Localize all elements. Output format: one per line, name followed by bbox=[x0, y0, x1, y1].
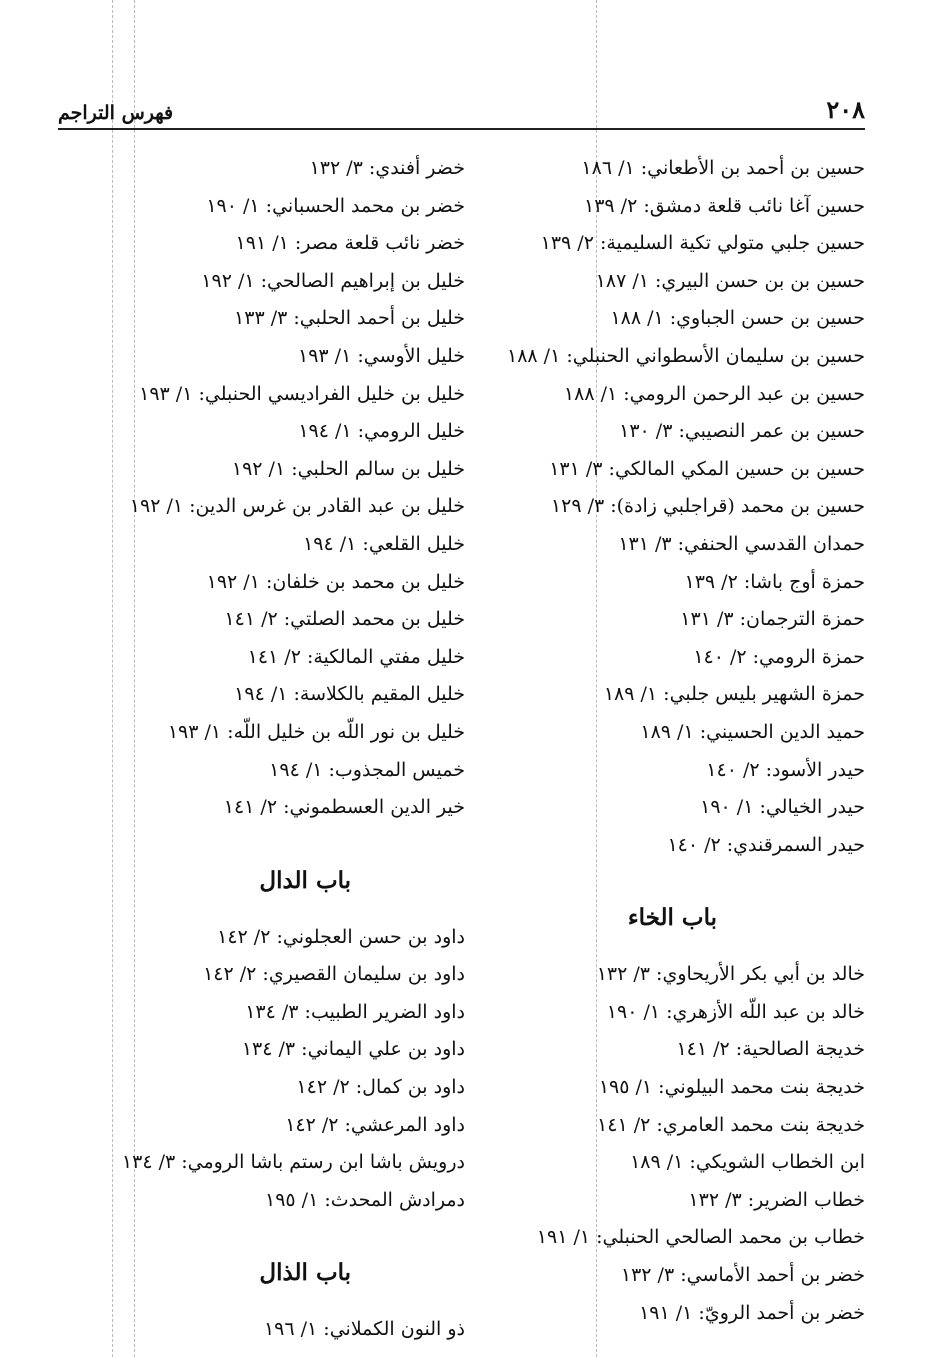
index-entry: خضر بن أحمد الأماسي: ٣/ ١٣٢ bbox=[620, 1264, 865, 1287]
running-title: فهرس التراجم bbox=[58, 102, 174, 124]
index-entry: حسين بن حسن الجباوي: ١/ ١٨٨ bbox=[610, 307, 865, 330]
index-entry: خميس المجذوب: ١/ ١٩٤ bbox=[269, 758, 465, 781]
index-entry: حسين بن حسين المكي المالكي: ٣/ ١٣١ bbox=[549, 457, 865, 480]
index-entry: داود بن سليمان القصيري: ٢/ ١٤٢ bbox=[203, 963, 465, 986]
index-entry: حمدان القدسي الحنفي: ٣/ ١٣١ bbox=[618, 532, 865, 555]
index-entry: خليل القلعي: ١/ ١٩٤ bbox=[303, 532, 465, 555]
index-entry: حيدر الأسود: ٢/ ١٤٠ bbox=[706, 758, 865, 781]
index-entry: حسين بن سليمان الأسطواني الحنبلي: ١/ ١٨٨ bbox=[507, 344, 865, 367]
index-entry: خطاب بن محمد الصالحي الحنبلي: ١/ ١٩١ bbox=[536, 1226, 865, 1249]
page-header bbox=[58, 88, 865, 130]
index-entry: حسين جلبي متولي تكية السليمية: ٢/ ١٣٩ bbox=[540, 232, 865, 255]
index-entry: حمزة أوج باشا: ٢/ ١٣٩ bbox=[684, 570, 865, 593]
index-entry: حسين آغا نائب قلعة دمشق: ٢/ ١٣٩ bbox=[584, 194, 865, 217]
index-entry: حسين بن محمد (قراجلبي زادة): ٣/ ١٢٩ bbox=[550, 495, 865, 518]
index-entry: خالد بن عبد اللّه الأزهري: ١/ ١٩٠ bbox=[606, 1000, 865, 1023]
page-number: ٢٠٨ bbox=[826, 95, 865, 124]
index-entry: حيدر السمرقندي: ٢/ ١٤٠ bbox=[667, 833, 865, 856]
index-entry: داود الضرير الطبيب: ٣/ ١٣٤ bbox=[245, 1000, 465, 1023]
index-entry: داود المرعشي: ٢/ ١٤٢ bbox=[285, 1113, 465, 1136]
index-entry: خطاب الضرير: ٣/ ١٣٢ bbox=[688, 1188, 865, 1211]
index-entry: خديجة بنت محمد العامري: ٢/ ١٤١ bbox=[597, 1113, 865, 1136]
index-entry: حمزة الترجمان: ٣/ ١٣١ bbox=[680, 608, 865, 631]
index-entry: خضر أفندي: ٣/ ١٣٢ bbox=[309, 157, 465, 179]
index-entry: داود بن علي اليماني: ٣/ ١٣٤ bbox=[241, 1038, 465, 1061]
index-entry: دمرادش المحدث: ١/ ١٩٥ bbox=[264, 1188, 465, 1211]
index-entry: حسين بن عبد الرحمن الرومي: ١/ ١٨٨ bbox=[563, 382, 865, 405]
index-entry: خديجة الصالحية: ٢/ ١٤١ bbox=[676, 1038, 865, 1061]
index-entry: درويش باشا ابن رستم باشا الرومي: ٣/ ١٣٤ bbox=[121, 1151, 465, 1174]
index-entry: حسين بن بن حسن البيري: ١/ ١٨٧ bbox=[595, 269, 865, 292]
index-entry: خليل بن إبراهيم الصالحي: ١/ ١٩٢ bbox=[201, 269, 465, 292]
index-entry: خليل بن محمد بن خلفان: ١/ ١٩٢ bbox=[206, 570, 465, 593]
index-entry: ابن الخطاب الشويكي: ١/ ١٨٩ bbox=[630, 1151, 865, 1174]
right-column bbox=[505, 150, 865, 1332]
index-entry: خالد بن أبي بكر الأريحاوي: ٣/ ١٣٢ bbox=[596, 963, 865, 986]
left-column bbox=[105, 150, 465, 1349]
index-entry: داود بن كمال: ٢/ ١٤٢ bbox=[296, 1076, 465, 1099]
index-entry: حسين بن أحمد بن الأطعاني: ١/ ١٨٦ bbox=[581, 157, 865, 179]
index-entry: خليل بن عبد القادر بن غرس الدين: ١/ ١٩٢ bbox=[129, 495, 465, 518]
index-entry: حمزة الرومي: ٢/ ١٤٠ bbox=[693, 645, 865, 668]
index-entry: خليل مفتي المالكية: ٢/ ١٤١ bbox=[247, 645, 465, 668]
section-heading-dhal: باب الذال bbox=[259, 1259, 351, 1287]
index-entry: حسين بن عمر النصيبي: ٣/ ١٣٠ bbox=[619, 420, 865, 443]
index-entry: خليل بن محمد الصلتي: ٢/ ١٤١ bbox=[224, 608, 465, 631]
index-entry: ذو النون الكملاني: ١/ ١٩٦ bbox=[263, 1318, 465, 1341]
index-entry: خليل بن خليل الفراديسي الحنبلي: ١/ ١٩٣ bbox=[139, 382, 465, 405]
index-entry: خليل بن سالم الحلبي: ١/ ١٩٢ bbox=[231, 457, 465, 480]
index-entry: حميد الدين الحسيني: ١/ ١٨٩ bbox=[640, 720, 865, 743]
index-entry: خضر بن أحمد الرويّ: ١/ ١٩١ bbox=[639, 1301, 865, 1324]
index-entry: خليل المقيم بالكلاسة: ١/ ١٩٤ bbox=[234, 683, 465, 706]
section-heading-dal: باب الدال bbox=[259, 866, 351, 894]
index-entry: خديجة بنت محمد البيلوني: ١/ ١٩٥ bbox=[598, 1076, 865, 1099]
index-entry: حمزة الشهير بليس جلبي: ١/ ١٨٩ bbox=[603, 683, 865, 706]
index-entry: خير الدين العسطموني: ٢/ ١٤١ bbox=[223, 796, 465, 819]
index-entry: خضر نائب قلعة مصر: ١/ ١٩١ bbox=[235, 232, 465, 255]
index-entry: خليل الرومي: ١/ ١٩٤ bbox=[298, 420, 465, 443]
index-entry: داود بن حسن العجلوني: ٢/ ١٤٢ bbox=[217, 925, 465, 948]
index-entry: خليل بن نور اللّه بن خليل اللّه: ١/ ١٩٣ bbox=[167, 720, 465, 743]
index-entry: حيدر الخيالي: ١/ ١٩٠ bbox=[700, 796, 865, 819]
section-heading-kha: باب الخاء bbox=[627, 904, 717, 932]
index-entry: خليل الأوسي: ١/ ١٩٣ bbox=[298, 344, 465, 367]
index-entry: خضر بن محمد الحسباني: ١/ ١٩٠ bbox=[206, 194, 465, 217]
index-entry: خليل بن أحمد الحلبي: ٣/ ١٣٣ bbox=[234, 307, 465, 330]
